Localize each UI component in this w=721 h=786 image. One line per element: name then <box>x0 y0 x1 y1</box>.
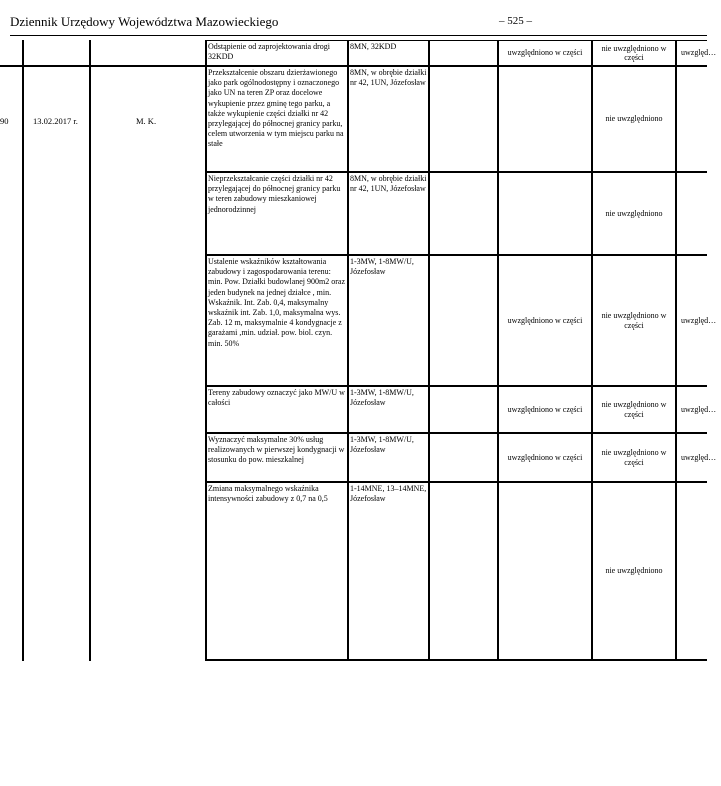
request-text: Ustalenie wskaźników kształtowania zabudowy i zagospodarowania terenu: min. Pow. Działki budowlanej 900m2 oraz jeden budynek na jednej działce , min. Wskaźnik. Int. Zab. 0,4, maksymalny wskaźnik int. Zab. 1,0, maksymalna wys. Zab. 12 m, maksymalnie 4 kondygnacje z garażami ,min. udział. pow. biol. czyn. min. 50% <box>208 257 346 348</box>
resolution-f: uwzględ… <box>681 48 717 58</box>
table-line <box>205 40 207 661</box>
resolution-e: nie uwzględniono w części <box>601 400 667 419</box>
resolution-e: nie uwzględniono <box>605 208 663 218</box>
resolution-e: nie uwzględniono <box>605 114 663 124</box>
entry-submitter: M. K. <box>136 116 157 126</box>
resolution-d: uwzględniono w części <box>507 404 583 414</box>
entry-number: 90 <box>0 116 9 126</box>
journal-title: Dziennik Urzędowy Województwa Mazowieckiego <box>10 14 279 29</box>
request-text: Odstąpienie od zaprojektowania drogi 32KDD <box>208 42 330 62</box>
location-text: 1-14MNE, 13–14MNE, Józefosław <box>350 484 427 504</box>
request-text: Nieprzekształcanie części działki nr 42 przylegającej do północnej granicy parku w teren zabudowy mieszkaniowej jednorodzinnej <box>208 174 341 214</box>
table-line <box>428 40 430 661</box>
entry-date: 13.02.2017 r. <box>33 116 78 126</box>
location-text: 1-3MW, 1-8MW/U, Józefosław <box>350 435 414 455</box>
resolution-e: nie uwzględniono w części <box>601 43 667 62</box>
table-line <box>347 40 349 661</box>
request-text: Zmiana maksymalnego wskaźnika intensywności zabudowy z 0,7 na 0,5 <box>208 484 328 504</box>
location-text: 8MN, 32KDD <box>350 42 397 51</box>
location-text: 8MN, w obrębie działki nr 42, 1UN, Józefosław <box>350 174 427 194</box>
resolution-e: nie uwzględniono w części <box>601 448 667 467</box>
location-text: 1-3MW, 1-8MW/U, Józefosław <box>350 388 414 408</box>
location-text: 8MN, w obrębie działki nr 42, 1UN, Józefosław <box>350 68 427 88</box>
table-line <box>22 40 24 661</box>
request-text: Przekształcenie obszaru dzierżawionego jako park ogólnodostępny i oznaczonego jako UN na teren ZP oraz docelowe wykupienie przez gminę tego parku, a także wykupienie części działki nr 42 przylegającej do północnej granicy parku, celem utworzenia w tym miejscu parku na stałe <box>208 68 344 149</box>
resolution-d: uwzględniono w części <box>507 48 583 58</box>
request-text: Wyznaczyć maksymalne 30% usług realizowanych w pierwszej kondygnacji w stosunku do pow. mieszkalnej <box>208 435 345 465</box>
table-line <box>205 659 707 661</box>
table-line <box>89 40 91 661</box>
page-number: – 525 – <box>499 15 532 27</box>
resolution-e: nie uwzględniono <box>605 566 663 576</box>
resolution-f: uwzględ… <box>681 404 717 414</box>
resolution-f: uwzględ… <box>681 315 717 325</box>
location-text: 1-3MW, 1-8MW/U, Józefosław <box>350 257 414 277</box>
request-text: Tereny zabudowy oznaczyć jako MW/U w całości <box>208 388 345 408</box>
resolution-e: nie uwzględniono w części <box>601 311 667 330</box>
resolution-d: uwzględniono w części <box>507 452 583 462</box>
resolution-f: uwzględ… <box>681 452 717 462</box>
resolution-d: uwzględniono w części <box>507 315 583 325</box>
header-rule <box>10 35 707 36</box>
